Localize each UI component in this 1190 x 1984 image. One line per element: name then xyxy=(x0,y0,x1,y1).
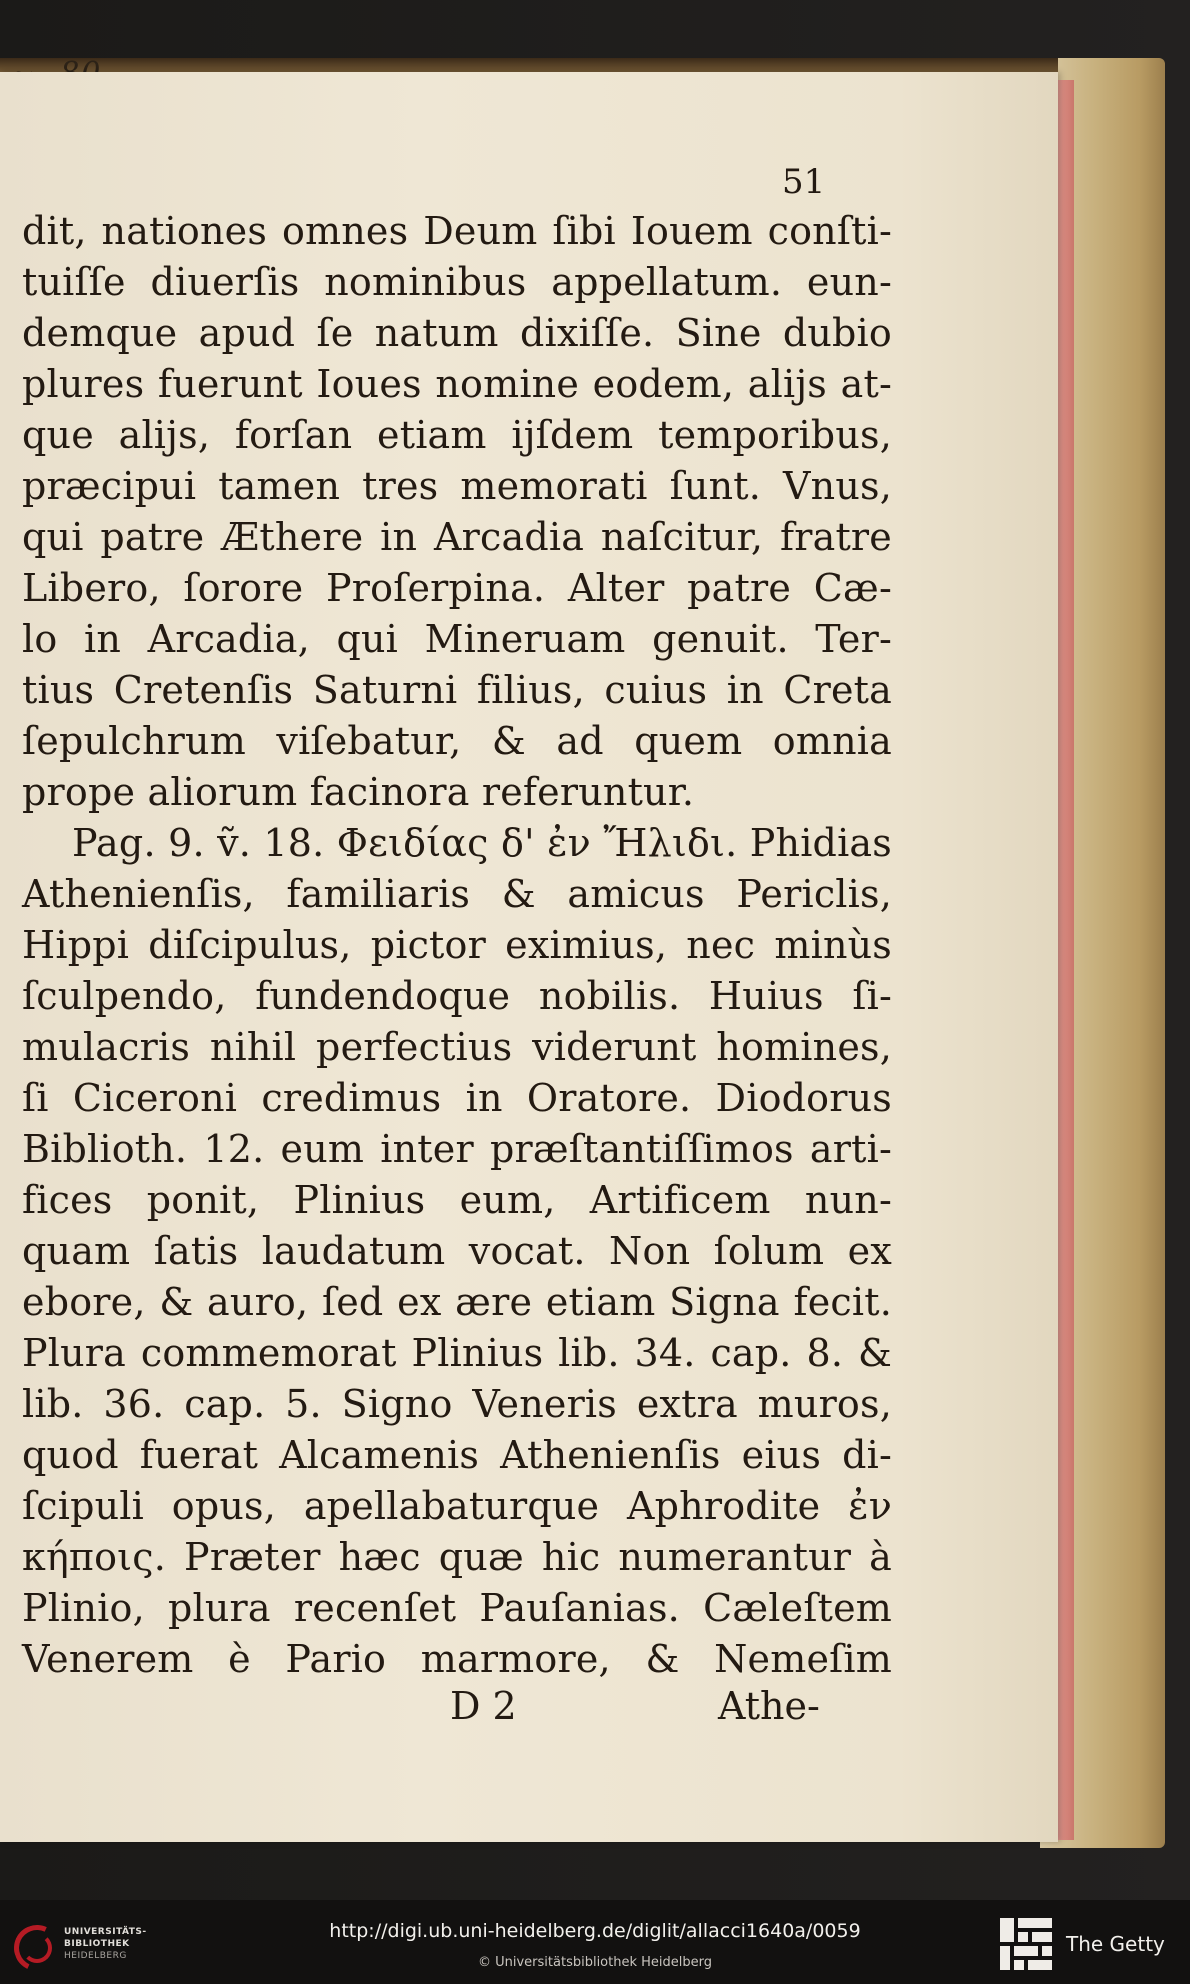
text-line: que alijs, forſan etiam ijſdem temporibus, xyxy=(22,413,892,457)
text-line: plures fuerunt Ioues nomine eodem, alijs at- xyxy=(22,362,892,406)
text-line: qui patre Æthere in Arcadia naſcitur, fratre xyxy=(22,515,892,559)
text-line: ebore, & auro, ſed ex ære etiam Signa fecit. xyxy=(22,1280,892,1324)
body-text xyxy=(22,206,892,1685)
text-line: quod fuerat Alcamenis Athenienſis eius di- xyxy=(22,1433,892,1477)
text-line: ſculpendo, fundendoque nobilis. Huius ſi- xyxy=(22,974,892,1018)
text-line: Hippi diſcipulus, pictor eximius, nec minùs xyxy=(22,923,892,967)
page-footer xyxy=(0,1684,1058,1744)
copyright-notice: © Universitätsbibliothek Heidelberg xyxy=(477,1955,712,1970)
permalink-url[interactable]: http://digi.ub.uni-heidelberg.de/diglit/allacci1640a/0059 xyxy=(329,1920,861,1942)
text-line: dit, nationes omnes Deum ſibi Iouem conſti- xyxy=(22,209,892,253)
library-name-line: BIBLIOTHEK xyxy=(64,1939,130,1949)
text-line: demque apud ſe natum dixiſſe. Sine dubio xyxy=(22,311,892,355)
text-line: Biblioth. 12. eum inter præſtantiſſimos arti- xyxy=(22,1127,892,1171)
text-line: Libero, ſorore Proſerpina. Alter patre Cæ- xyxy=(22,566,892,610)
text-line: Athenienſis, familiaris & amicus Periclis, xyxy=(22,872,892,916)
text-line: tuiſſe diuerſis nominibus appellatum. eun- xyxy=(22,260,892,304)
text-line: Plura commemorat Plinius lib. 34. cap. 8. & xyxy=(22,1331,892,1375)
library-name-line: HEIDELBERG xyxy=(64,1951,127,1961)
signature-mark: D 2 xyxy=(450,1684,517,1728)
partner-name: The Getty xyxy=(1066,1932,1165,1956)
catchword: Athe- xyxy=(718,1684,820,1728)
library-name-line: UNIVERSITÄTS- xyxy=(64,1927,147,1937)
text-line: κήποις. Præter hæc quæ hic numerantur à xyxy=(22,1535,892,1579)
text-line: fices ponit, Plinius eum, Artificem nun- xyxy=(22,1178,892,1222)
text-line: ſepulchrum viſebatur, & ad quem omnia xyxy=(22,719,892,763)
text-line: tius Cretenſis Saturni filius, cuius in Creta xyxy=(22,668,892,712)
text-line: ſcipuli opus, apellabaturque Aphrodite ἐν xyxy=(22,1484,892,1528)
text-line: lo in Arcadia, qui Mineruam genuit. Ter- xyxy=(22,617,892,661)
text-line: mulacris nihil perfectius viderunt homines, xyxy=(22,1025,892,1069)
text-line: ſi Ciceroni credimus in Oratore. Diodorus xyxy=(22,1076,892,1120)
page-number: 51 xyxy=(782,162,826,202)
text-line: prope aliorum facinora referuntur. xyxy=(22,770,695,814)
getty-logo-icon xyxy=(1000,1918,1052,1970)
partner-logo[interactable] xyxy=(1000,1914,1165,1974)
text-line: Plinio, plura recenſet Pauſanias. Cæleſtem xyxy=(22,1586,892,1630)
text-line: Pag. 9. ṽ. 18. Φειδίας δ' ἐν Ἤλιδι. Phidias xyxy=(72,821,892,865)
text-line: præcipui tamen tres memorati ſunt. Vnus, xyxy=(22,464,892,508)
text-line: Venerem è Pario marmore, & Nemeſim xyxy=(22,1637,892,1681)
text-line: quam ſatis laudatum vocat. Non ſolum ex xyxy=(22,1229,892,1273)
text-line: lib. 36. cap. 5. Signo Veneris extra muros, xyxy=(22,1382,892,1426)
